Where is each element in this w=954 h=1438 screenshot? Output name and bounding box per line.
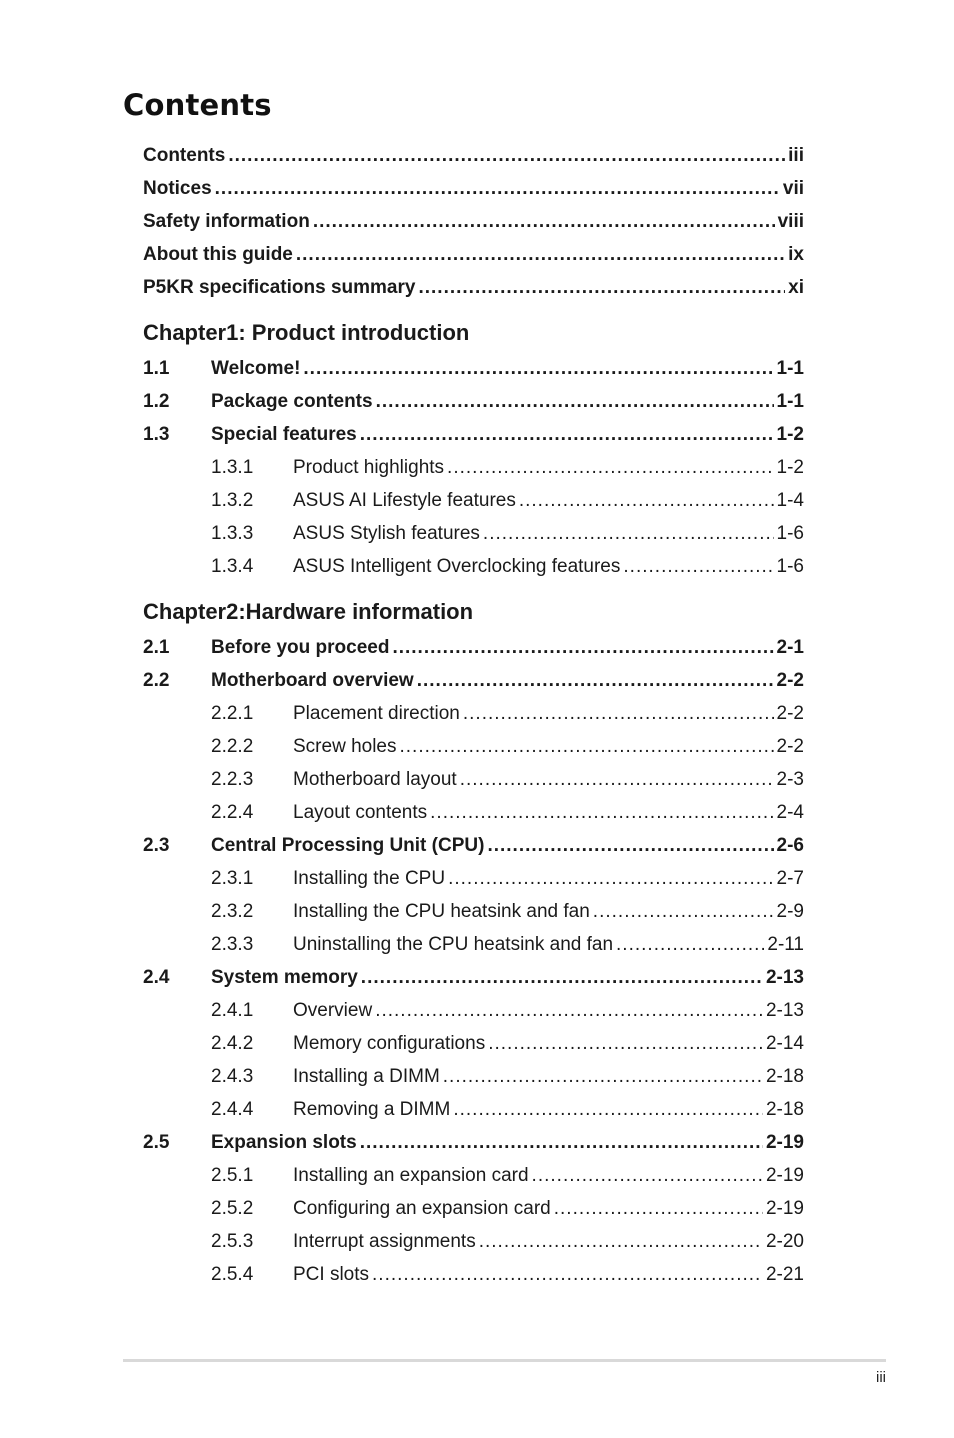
toc-entry-number: 2.2.1 [211, 703, 254, 724]
toc-entry-number: 2.2 [143, 670, 170, 691]
toc-subentry[interactable] [143, 1193, 804, 1226]
toc-entry-title: Central Processing Unit (CPU) [211, 835, 485, 856]
toc-entry-title: System memory [211, 967, 358, 988]
dot-leader [392, 637, 773, 659]
toc-entry[interactable] [143, 665, 804, 698]
toc-subentry[interactable] [143, 1160, 804, 1193]
toc-entry-page: 2-19 [765, 1198, 804, 1219]
toc-entry-number: 1.3.2 [211, 490, 254, 511]
toc-entry-number: 1.3.3 [211, 523, 254, 544]
toc-subentry[interactable] [143, 518, 804, 551]
dot-leader [593, 901, 774, 923]
toc-entry[interactable] [143, 353, 804, 386]
toc-subentry[interactable] [143, 1226, 804, 1259]
toc-entry-number: 2.5 [143, 1132, 170, 1153]
toc-entry-title: Safety information [143, 211, 310, 232]
dot-leader [372, 1264, 763, 1286]
dot-leader [360, 424, 774, 446]
toc-entry-page: iii [788, 145, 804, 166]
toc-entry-number: 1.3 [143, 424, 170, 445]
toc-entry-number: 2.3 [143, 835, 170, 856]
dot-leader [460, 769, 774, 791]
dot-leader [376, 391, 774, 413]
toc-entry[interactable] [143, 1127, 804, 1160]
toc-entry-number: 1.3.1 [211, 457, 254, 478]
dot-leader [228, 145, 785, 167]
toc-entry-number: 1.3.4 [211, 556, 254, 577]
toc-entry[interactable] [143, 386, 804, 419]
toc-entry-number: 2.4.1 [211, 1000, 254, 1021]
toc-entry-number: 2.5.2 [211, 1198, 254, 1219]
dot-leader [453, 1099, 763, 1121]
toc-entry-page: 2-2 [776, 670, 804, 691]
toc-entry-number: 2.4.2 [211, 1033, 254, 1054]
toc-entry-title: About this guide [143, 244, 293, 265]
toc-entry-number: 2.4 [143, 967, 170, 988]
dot-leader [443, 1066, 763, 1088]
toc-entry-title: P5KR specifications summary [143, 277, 416, 298]
toc-entry-title: Overview [293, 1000, 373, 1021]
toc-entry[interactable] [143, 962, 804, 995]
toc-subentry[interactable] [143, 1028, 804, 1061]
toc-entry-page: 2-19 [765, 1165, 804, 1186]
toc-entry-contents[interactable] [143, 140, 804, 173]
toc-subentry[interactable] [143, 452, 804, 485]
toc-entry-number: 2.2.3 [211, 769, 254, 790]
chapter-heading-1[interactable]: Chapter1: Product introduction [143, 320, 470, 345]
toc-entry-number: 2.1 [143, 637, 170, 658]
toc-entry-page: 2-20 [765, 1231, 804, 1252]
toc-entry-title: Uninstalling the CPU heatsink and fan [293, 934, 614, 955]
footer-page-number: iii [876, 1369, 886, 1386]
toc-entry-safety-information[interactable] [143, 206, 804, 239]
toc-entry-title: Interrupt assignments [293, 1231, 476, 1252]
dot-leader [448, 868, 773, 890]
dot-leader [532, 1165, 763, 1187]
toc-entry-title: Contents [143, 145, 226, 166]
toc-entry-title: Before you proceed [211, 637, 390, 658]
toc-entry-number: 2.2.2 [211, 736, 254, 757]
toc-entry-page: 1-4 [776, 490, 804, 511]
toc-entry-page: 2-6 [776, 835, 804, 856]
toc-entry-number: 2.2.4 [211, 802, 254, 823]
dot-leader [447, 457, 773, 479]
toc-entry-page: 2-11 [767, 934, 804, 955]
dot-leader [296, 244, 785, 266]
toc-entry-title: ASUS AI Lifestyle features [293, 490, 516, 511]
toc-entry-number: 2.3.2 [211, 901, 254, 922]
toc-entry-title: Special features [211, 424, 357, 445]
toc-subentry[interactable] [143, 764, 804, 797]
toc-entry-number: 2.5.1 [211, 1165, 254, 1186]
toc-entry-number: 2.5.4 [211, 1264, 254, 1285]
toc-entry-number: 1.2 [143, 391, 170, 412]
dot-leader [488, 1033, 763, 1055]
toc-entry-page: 1-6 [776, 523, 804, 544]
toc-entry-number: 2.4.4 [211, 1099, 254, 1120]
toc-subentry[interactable] [143, 797, 804, 830]
toc-subentry[interactable] [143, 731, 804, 764]
toc-entry[interactable] [143, 419, 804, 452]
toc-entry-page: ix [788, 244, 804, 265]
toc-entry-page: 2-9 [776, 901, 804, 922]
toc-entry-page: 2-19 [765, 1132, 804, 1153]
toc-subentry[interactable] [143, 863, 804, 896]
toc-entry-page: 2-7 [776, 868, 804, 889]
dot-leader [215, 178, 780, 200]
dot-leader [400, 736, 774, 758]
dot-leader [479, 1231, 763, 1253]
toc-entry-title: Installing the CPU [293, 868, 446, 889]
toc-entry-page: 2-3 [776, 769, 804, 790]
toc-entry-title: Configuring an expansion card [293, 1198, 551, 1219]
dot-leader [375, 1000, 763, 1022]
toc-entry-page: 2-4 [776, 802, 804, 823]
page-title: Contents [123, 88, 272, 122]
toc-entry-title: Welcome! [211, 358, 301, 379]
toc-entry-title: Layout contents [293, 802, 428, 823]
toc-entry-title: Expansion slots [211, 1132, 357, 1153]
toc-entry-page: 1-6 [776, 556, 804, 577]
toc-entry-page: 2-18 [765, 1066, 804, 1087]
dot-leader [623, 556, 773, 578]
toc-entry-title: Motherboard overview [211, 670, 414, 691]
toc-entry-title: Notices [143, 178, 212, 199]
toc-subentry[interactable] [143, 1094, 804, 1127]
toc-subentry[interactable] [143, 929, 804, 962]
dot-leader [360, 1132, 763, 1154]
dot-leader [463, 703, 774, 725]
footer-divider [123, 1359, 886, 1362]
toc-entry-page: 2-2 [776, 703, 804, 724]
toc-entry-page: 1-2 [776, 457, 804, 478]
toc-subentry[interactable] [143, 698, 804, 731]
toc-entry-page: 2-18 [765, 1099, 804, 1120]
toc-entry-number: 2.5.3 [211, 1231, 254, 1252]
toc-subentry[interactable] [143, 995, 804, 1028]
toc-entry-page: 2-14 [765, 1033, 804, 1054]
toc-subentry[interactable] [143, 485, 804, 518]
toc-entry-number: 1.1 [143, 358, 170, 379]
toc-entry-title: PCI slots [293, 1264, 370, 1285]
toc-entry-title: Screw holes [293, 736, 397, 757]
toc-entry-page: 2-21 [765, 1264, 804, 1285]
toc-entry-page: 1-1 [776, 358, 804, 379]
table-of-contents [143, 140, 804, 1292]
toc-entry-page: 2-13 [765, 1000, 804, 1021]
toc-entry-title: Product highlights [293, 457, 445, 478]
toc-entry-number: 2.4.3 [211, 1066, 254, 1087]
dot-leader [361, 967, 763, 989]
dot-leader [417, 670, 774, 692]
toc-entry-specifications-summary[interactable] [143, 272, 804, 305]
toc-entry-title: Package contents [211, 391, 373, 412]
toc-entry-title: Memory configurations [293, 1033, 486, 1054]
toc-entry[interactable] [143, 830, 804, 863]
toc-entry-page: 2-1 [776, 637, 804, 658]
toc-subentry[interactable] [143, 551, 804, 584]
toc-entry-page: 2-2 [776, 736, 804, 757]
toc-entry-notices[interactable] [143, 173, 804, 206]
dot-leader [483, 523, 774, 545]
toc-entry-title: Placement direction [293, 703, 460, 724]
chapter-heading-2[interactable]: Chapter2:Hardware information [143, 599, 474, 624]
toc-subentry[interactable] [143, 1061, 804, 1094]
toc-entry[interactable] [143, 632, 804, 665]
dot-leader [616, 934, 764, 956]
toc-entry-page: 1-2 [776, 424, 804, 445]
toc-entry-title: Installing the CPU heatsink and fan [293, 901, 590, 922]
toc-entry-title: Motherboard layout [293, 769, 457, 790]
dot-leader [430, 802, 773, 824]
dot-leader [554, 1198, 763, 1220]
dot-leader [487, 835, 773, 857]
toc-entry-page: vii [782, 178, 804, 199]
toc-entry-page: xi [788, 277, 804, 298]
toc-entry-title: ASUS Intelligent Overclocking features [293, 556, 621, 577]
dot-leader [313, 211, 775, 233]
dot-leader [303, 358, 773, 380]
toc-entry-page: 2-13 [765, 967, 804, 988]
toc-subentry[interactable] [143, 1259, 804, 1292]
toc-entry-number: 2.3.3 [211, 934, 254, 955]
toc-entry-about-this-guide[interactable] [143, 239, 804, 272]
toc-entry-title: Installing a DIMM [293, 1066, 440, 1087]
toc-entry-page: viii [777, 211, 804, 232]
dot-leader [519, 490, 774, 512]
toc-entry-title: Removing a DIMM [293, 1099, 451, 1120]
dot-leader [418, 277, 785, 299]
toc-subentry[interactable] [143, 896, 804, 929]
toc-entry-number: 2.3.1 [211, 868, 254, 889]
toc-entry-title: ASUS Stylish features [293, 523, 480, 544]
toc-entry-page: 1-1 [776, 391, 804, 412]
toc-entry-title: Installing an expansion card [293, 1165, 529, 1186]
